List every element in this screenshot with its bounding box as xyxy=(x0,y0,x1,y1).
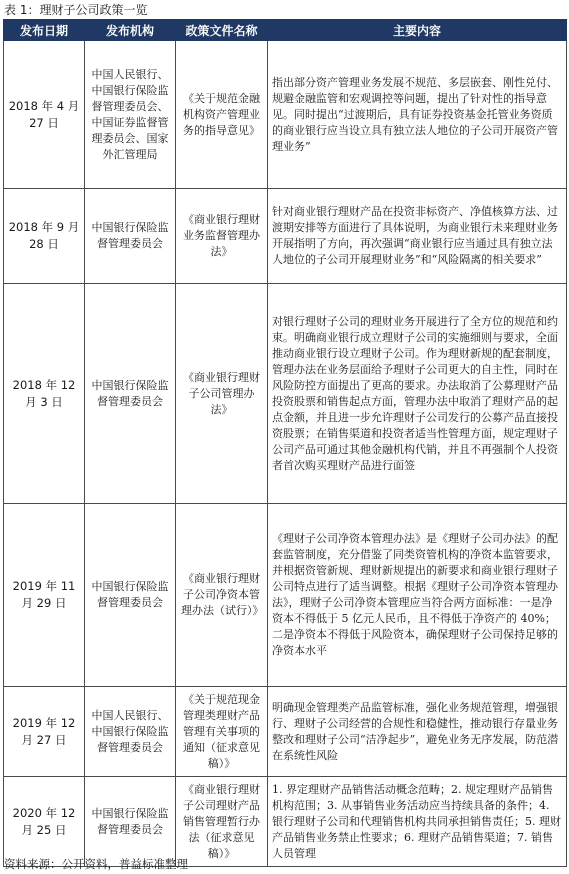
row-doc: 《商业银行理财子公司净资本管理办法（试行）》 xyxy=(176,504,268,687)
source-note: 资料来源：公开资料，普益标准整理 xyxy=(4,857,188,871)
row-date: 2018 年 4 月 27 日 xyxy=(4,41,85,189)
row-content: 明确现金管理类产品监管标准，强化业务规范管理，增强银行、理财子公司经营的合规性和稳健性，推动银行存量业务整改和理财子公司“洁净起步”，避免业务无序发展，防范潜在系统性风险 xyxy=(268,687,567,777)
row-org: 中国银行保险监督管理委员会 xyxy=(85,504,176,687)
row-doc: 《关于规范金融机构资产管理业务的指导意见》 xyxy=(176,41,268,189)
row-doc: 《商业银行理财子公司管理办法》 xyxy=(176,284,268,504)
row-content: 针对商业银行理财产品在投资非标资产、净值核算方法、过渡期安排等方面进行了具体说明，为商业银行未来理财业务开展指明了方向，再次强调“商业银行应当通过具有独立法人地位的子公司开展理财业务”和“风险隔离的相关要求” xyxy=(268,189,567,284)
row-date: 2019 年 11 月 29 日 xyxy=(4,504,85,687)
row-org: 中国银行保险监督管理委员会 xyxy=(85,777,176,867)
header-content: 主要内容 xyxy=(268,20,567,41)
row-org: 中国银行保险监督管理委员会 xyxy=(85,284,176,504)
row-doc: 《关于规范现金管理类理财产品管理有关事项的通知（征求意见稿）》 xyxy=(176,687,268,777)
row-org: 中国人民银行、中国银行保险监督管理委员会 xyxy=(85,687,176,777)
table-row xyxy=(4,284,567,504)
header-date: 发布日期 xyxy=(4,20,85,41)
row-content: 1. 界定理财产品销售活动概念范畴；2. 规定理财产品销售机构范围；3. 从事销售业务活动应当持续具备的条件；4. 银行理财子公司和代理销售机构共同承担销售责任；5. 理财产品销售业务禁止性要求；6. 理财产品销售渠道；7. 销售人员管理 xyxy=(268,777,567,867)
row-date: 2018 年 12 月 3 日 xyxy=(4,284,85,504)
table-row xyxy=(4,189,567,284)
policy-table xyxy=(3,19,567,867)
table-row xyxy=(4,504,567,687)
row-content: 《理财子公司净资本管理办法》是《理财子公司办法》的配套监管制度，充分借鉴了同类资管机构的净资本监管要求，并根据资管新规、理财新规提出的新要求和商业银行理财子公司特点进行了适当调整。根据《理财子公司净资本管理办法》，理财子公司净资本管理应当符合两方面标准：一是净资本不得低于 5 亿元人民币，且不得低于净资产的 40%；二是净资本不得低于风险资本，确保理财子公司保持足够的净资本水平 xyxy=(268,504,567,687)
row-doc: 《商业银行理财业务监督管理办法》 xyxy=(176,189,268,284)
table-header-row xyxy=(4,20,567,41)
row-content: 对银行理财子公司的理财业务开展进行了全方位的规范和约束。明确商业银行成立理财子公司的实施细则与要求，全面推动商业银行设立理财子公司。作为理财新规的配套制度，管理办法在业务层面给予理财子公司更大的自主性，同时在风险防控方面提出了更高的要求。办法取消了公募理财产品投资股票和销售起点方面，管理办法中取消了理财产品的起点金额，并且进一步允许理财子公司发行的公募产品直接投资股票；在销售渠道和投资者适当性管理方面，规定理财子公司产品可通过其他金融机构代销，并且不再强制个人投资者首次购买理财产品进行面签 xyxy=(268,284,567,504)
row-date: 2019 年 12 月 27 日 xyxy=(4,687,85,777)
header-doc: 政策文件名称 xyxy=(176,20,268,41)
header-org: 发布机构 xyxy=(85,20,176,41)
row-content: 指出部分资产管理业务发展不规范、多层嵌套、刚性兑付、规避金融监管和宏观调控等问题，提出了针对性的指导意见。同时提出“过渡期后，具有证券投资基金托管业务资质的商业银行应当设立具有独立法人地位的子公司开展资产管理业务” xyxy=(268,41,567,189)
row-date: 2020 年 12 月 25 日 xyxy=(4,777,85,867)
row-doc: 《商业银行理财子公司理财产品销售管理暂行办法（征求意见稿）》 xyxy=(176,777,268,867)
row-org: 中国人民银行、中国银行保险监督管理委员会、中国证券监督管理委员会、国家外汇管理局 xyxy=(85,41,176,189)
table-row xyxy=(4,777,567,867)
table-row xyxy=(4,687,567,777)
table-row xyxy=(4,41,567,189)
row-org: 中国银行保险监督管理委员会 xyxy=(85,189,176,284)
table-caption: 表 1：理财子公司政策一览 xyxy=(4,3,148,17)
row-date: 2018 年 9 月 28 日 xyxy=(4,189,85,284)
